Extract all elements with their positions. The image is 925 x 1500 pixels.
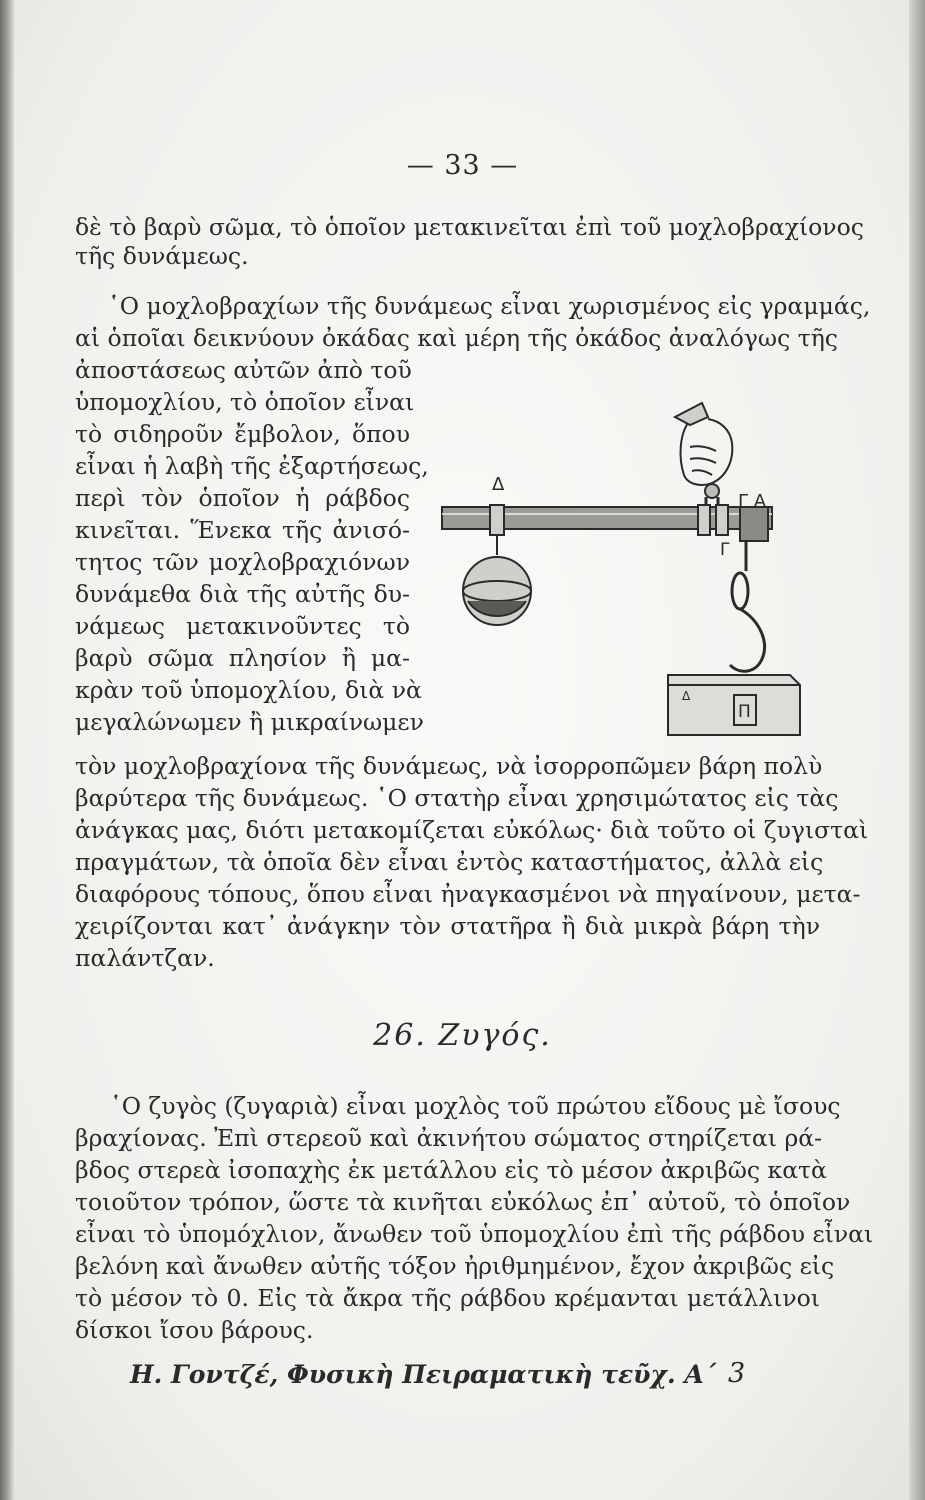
steelyard-figure [440,395,820,755]
text-line: τὸ σιδηροῦν ἔμβολον, ὅπου [75,420,410,448]
text-line: βδος στερεὰ ἰσοπαχὴς ἐκ μετάλλου εἰς τὸ μέσον ἀκριβῶς κατὰ [75,1156,827,1184]
sliding-weight-icon [463,535,531,625]
text-line: βαρύτερα τῆς δυνάμεως. ῾Ο στατὴρ εἶναι χρησιμώτατος εἰς τὰς [75,784,839,812]
label-delta: Δ [492,474,505,495]
footer-citation: Η. Γοντζέ, Φυσικὴ Πειραματικὴ τεῦχ. Α΄ [130,1360,717,1389]
label-small: Δ [682,689,691,703]
text-line: αἱ ὁποῖαι δεικνύουν ὀκάδας καὶ μέρη τῆς ὀκάδος ἀναλόγως τῆς [75,324,838,352]
text-line: παλάντζαν. [75,944,215,972]
text-line: δὲ τὸ βαρὺ σῶμα, τὸ ὁποῖον μετακινεῖται ἐπὶ τοῦ μοχλοβραχίονος [75,213,864,241]
text-line: ἀνάγκας μας, διότι μετακομίζεται εὐκόλως· διὰ τοῦτο οἱ ζυγισταὶ [75,816,869,844]
text-line: κινεῖται. Ἕνεκα τῆς ἀνισό- [75,516,410,544]
page-edge-shadow [909,0,925,1500]
load-hook-icon [730,541,765,671]
signature-mark: 3 [728,1358,746,1389]
book-spine-shadow [0,0,14,1500]
load-box-icon [668,675,800,735]
text-line: χειρίζονται κατ᾿ ἀνάγκην τὸν στατῆρα ἢ διὰ μικρὰ βάρη τὴν [75,912,820,940]
text-line: τῆς δυνάμεως. [75,242,249,270]
text-line: τητος τῶν μοχλοβραχιόνων [75,548,410,576]
text-line: κρὰν τοῦ ὑπομοχλίου, διὰ νὰ [75,676,422,704]
section-title: 26. Ζυγός. [373,1018,552,1053]
text-line: ἀποστάσεως αὐτῶν ἀπὸ τοῦ [75,356,412,384]
text-line: νάμεως μετακινοῦντες τὸ [75,612,410,640]
text-line: μεγαλώνωμεν ἢ μικραίνωμεν [75,708,424,736]
text-line: τοιοῦτον τρόπον, ὥστε τὰ κινῆται εὐκόλως ἐπ᾿ αὐτοῦ, τὸ ὁποῖον [75,1188,851,1216]
text-line: βελόνη καὶ ἄνωθεν αὐτῆς τόξον ἠριθμημένον, ἔχον ἀκριβῶς εἰς [75,1252,835,1280]
text-line: δίσκοι ἴσου βάρους. [75,1316,314,1344]
page-number: — 33 — [406,150,519,181]
hand-icon [675,403,732,498]
text-line: εἶναι τὸ ὑπομόχλιον, ἄνωθεν τοῦ ὑπομοχλίου ἐπὶ τῆς ράβδου εἶναι [75,1220,874,1248]
text-line: ὑπομοχλίου, τὸ ὁποῖον εἶναι [75,388,415,416]
text-line: περὶ τὸν ὁποῖον ἡ ράβδος [75,484,410,512]
steelyard-illustration [440,395,820,755]
text-line: δυνάμεθα διὰ τῆς αὐτῆς δυ- [75,580,410,608]
label-pi: Π [738,702,751,722]
text-line: ῾Ο μοχλοβραχίων τῆς δυνάμεως εἶναι χωρισμένος εἰς γραμμάς, [108,292,871,320]
text-line: βαρὺ σῶμα πλησίον ἢ μα- [75,644,410,672]
text-line: πραγμάτων, τὰ ὁποῖα δὲν εἶναι ἐντὸς καταστήματος, ἀλλὰ εἰς [75,848,824,876]
text-line: διαφόρους τόπους, ὅπου εἶναι ἠναγκασμένοι νὰ πηγαίνουν, μετα- [75,880,861,908]
text-line: τὸ μέσον τὸ 0. Εἰς τὰ ἄκρα τῆς ράβδου κρέμανται μετάλλινοι [75,1284,820,1312]
text-line: βραχίονας. Ἐπὶ στερεοῦ καὶ ἀκινήτου σώματος στηρίζεται ρά- [75,1124,823,1152]
text-line: ῾Ο ζυγὸς (ζυγαριὰ) εἶναι μοχλὸς τοῦ πρώτου εἴδους μὲ ἴσους [110,1092,841,1120]
text-line: εἶναι ἡ λαβὴ τῆς ἐξαρτήσεως, [75,452,429,480]
label-gamma-alpha: Γ Α [738,491,767,512]
label-gamma: Γ [720,540,730,560]
text-line: τὸν μοχλοβραχίονα τῆς δυνάμεως, νὰ ἰσορροπῶμεν βάρη πολὺ [75,752,823,780]
